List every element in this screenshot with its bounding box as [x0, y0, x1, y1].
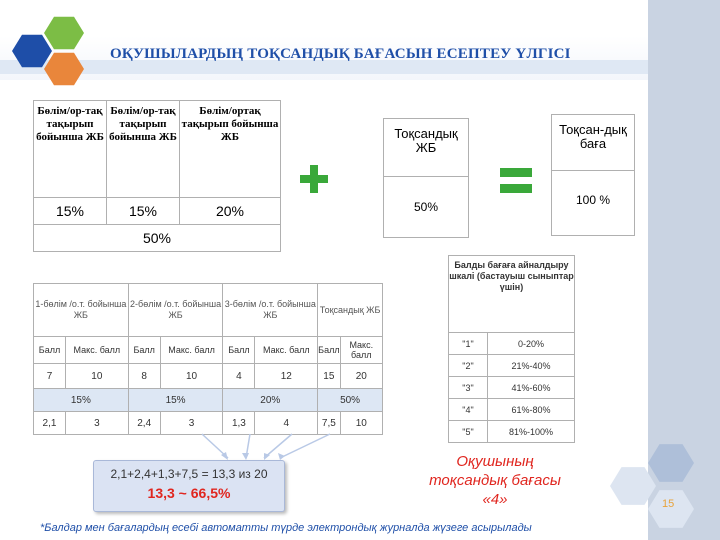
- table1-sum: 50%: [34, 225, 281, 252]
- quarterly-grade-label: Тоқсан-дық баға: [552, 115, 634, 171]
- table3-grade: "5": [449, 421, 488, 443]
- table3-grade: "3": [449, 377, 488, 399]
- equals-icon: [500, 168, 532, 194]
- table2-score: 10: [65, 364, 128, 389]
- table2-final: 3: [160, 412, 223, 435]
- table2-score: 10: [160, 364, 223, 389]
- table2-final: 7,5: [318, 412, 340, 435]
- table2-final: 2,1: [34, 412, 66, 435]
- table3-range: 81%-100%: [488, 421, 575, 443]
- table2-score: 7: [34, 364, 66, 389]
- formula-box: [93, 460, 285, 512]
- table2-score: 15: [318, 364, 340, 389]
- plus-icon: [300, 165, 328, 193]
- formula-result: 13,3 ~ 66,5%: [147, 485, 231, 501]
- page-number: 15: [662, 498, 675, 510]
- table3-header: Балды бағаға айналдыру шкалі (бастауыш сыныптар үшін): [449, 256, 575, 333]
- table2-sub-ball: Балл: [34, 337, 66, 364]
- table2-header-2: 2-бөлім /о.т. бойынша ЖБ: [128, 284, 223, 337]
- table2-sub-ball: Балл: [128, 337, 160, 364]
- grade-line-1: Оқушының: [456, 453, 534, 470]
- table2-final: 4: [255, 412, 318, 435]
- grade-line-2: тоқсандық бағасы: [429, 472, 561, 489]
- table2-score: 20: [340, 364, 382, 389]
- score-calculation-table: [33, 283, 383, 435]
- quarterly-grade-value: 100 %: [575, 193, 611, 207]
- table2-score: 12: [255, 364, 318, 389]
- table3-grade: "2": [449, 355, 488, 377]
- table2-header-3: 3-бөлім /о.т. бойынша ЖБ: [223, 284, 318, 337]
- table2-percent: 15%: [34, 389, 129, 412]
- table2-percent: 50%: [318, 389, 383, 412]
- table2-percent: 15%: [128, 389, 223, 412]
- quarterly-assessment-box: [383, 118, 469, 238]
- table1-value-2: 15%: [107, 198, 180, 225]
- quarterly-assessment-label: Тоқсандық ЖБ: [384, 119, 468, 177]
- formula-line: 2,1+2,4+1,3+7,5 = 13,3 из 20: [110, 467, 268, 481]
- quarterly-assessment-value: 50%: [413, 200, 439, 214]
- table2-header-4: Тоқсандық ЖБ: [318, 284, 383, 337]
- table1-value-1: 15%: [34, 198, 107, 225]
- table2-sub-max: Макс. балл: [255, 337, 318, 364]
- quarterly-grade-box: [551, 114, 635, 236]
- table2-sub-max: Макс. балл: [65, 337, 128, 364]
- table2-final: 10: [340, 412, 382, 435]
- table1-header-2: Бөлім/ор-тақ тақырып бойынша ЖБ: [107, 101, 180, 198]
- grade-result-text: [420, 452, 570, 509]
- page-title: ОҚУШЫЛАРДЫҢ ТОҚСАНДЫҚ БАҒАСЫН ЕСЕПТЕУ ҮЛГІСІ: [110, 46, 571, 62]
- table2-sub-ball: Балл: [223, 337, 255, 364]
- table2-header-1: 1-бөлім /о.т. бойынша ЖБ: [34, 284, 129, 337]
- grade-conversion-table: [448, 255, 575, 443]
- grade-line-3: «4»: [482, 491, 508, 508]
- table2-score: 8: [128, 364, 160, 389]
- table2-sub-max: Макс. балл: [340, 337, 382, 364]
- footnote: *Балдар мен бағалардың есебі автоматты түрде электрондық журналда жүзеге асырылады: [40, 522, 532, 534]
- assessment-weights-table: [33, 100, 281, 252]
- table3-range: 41%-60%: [488, 377, 575, 399]
- table3-range: 61%-80%: [488, 399, 575, 421]
- table1-header-1: Бөлім/ор-тақ тақырып бойынша ЖБ: [34, 101, 107, 198]
- table1-header-3: Бөлім/ортақ тақырып бойынша ЖБ: [180, 101, 281, 198]
- table3-grade: "1": [449, 333, 488, 355]
- table1-value-3: 20%: [180, 198, 281, 225]
- table2-percent: 20%: [223, 389, 318, 412]
- table3-range: 21%-40%: [488, 355, 575, 377]
- table2-score: 4: [223, 364, 255, 389]
- table2-final: 3: [65, 412, 128, 435]
- table3-grade: "4": [449, 399, 488, 421]
- table2-sub-max: Макс. балл: [160, 337, 223, 364]
- table3-range: 0-20%: [488, 333, 575, 355]
- table2-final: 2,4: [128, 412, 160, 435]
- table2-sub-ball: Балл: [318, 337, 340, 364]
- table2-final: 1,3: [223, 412, 255, 435]
- arrows-icon: [180, 428, 340, 462]
